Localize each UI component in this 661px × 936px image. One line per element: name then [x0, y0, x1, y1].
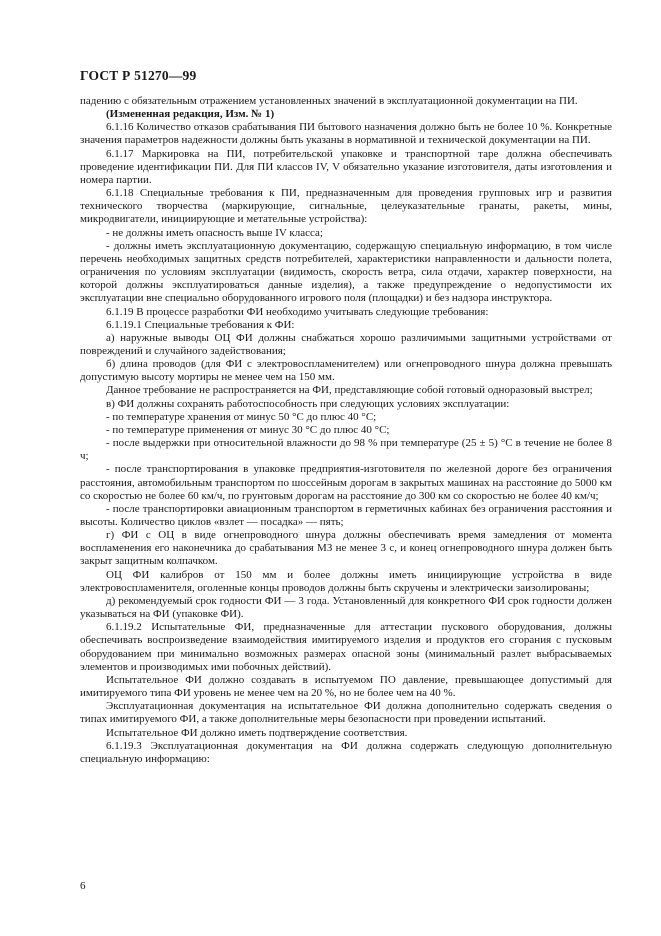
paragraph: - должны иметь эксплуатационную документацию, содержащую специальную информацию, в том числе перечень необходимых защитных средств потребителей, характеристики направленности и дальности полета, ограничения по условиям эксплуатации (видимость, скорость ветра, сила отдачи, характер поверхности, на которой должны эксплуатироваться данные изделия), а также предупреждение о недопустимости их эксплуатации вне специально оборудованного игрового поля (площадки) и без надзора инструктора. — [80, 239, 612, 305]
paragraph: (Измененная редакция, Изм. № 1) — [106, 108, 275, 121]
paragraph: Данное требование не распространяется на ФИ, представляющие собой готовый одноразовый выстрел; — [106, 384, 593, 397]
paragraph: в) ФИ должны сохранять работоспособность при следующих условиях эксплуатации: — [106, 397, 510, 410]
paragraph: 6.1.19 В процессе разработки ФИ необходимо учитывать следующие требования: — [106, 305, 489, 318]
paragraph: 6.1.17 Маркировка на ПИ, потребительской упаковке и транспортной таре должна обеспечивать проведение идентификации ПИ. Для ПИ классов IV, V обязательно указание изготовителя, даты изготовления и номера партии. — [80, 147, 612, 186]
paragraph: д) рекомендуемый срок годности ФИ — 3 года. Установленный для конкретного ФИ срок годности должен указываться на ФИ (упаковке ФИ). — [80, 594, 612, 621]
paragraph: г) ФИ с ОЦ в виде огнепроводного шнура должны обеспечивать время замедления от момента воспламенения его наконечника до срабатывания МЗ не менее 3 с, и конец огнепроводного шнура должен быть закрыт защитным колпачком. — [80, 529, 612, 568]
paragraph: 6.1.19.2 Испытательные ФИ, предназначенные для аттестации пускового оборудования, должны обеспечивать воспроизведение взаимодействия имитируемого изделия и продуктов его сгорания с пусковым оборудованием при минимально возможных размерах опасной зоны (минимальный разлет выбрасываемых элементов и производимых ими побочных действий). — [80, 621, 612, 673]
page-number: 6 — [80, 880, 86, 892]
paragraph: Эксплуатационная документация на испытательное ФИ должна дополнительно содержать сведения о типах имитируемого ФИ, а также дополнительные меры безопасности при проведении испытаний. — [80, 700, 612, 726]
document-header: ГОСТ Р 51270—99 — [80, 68, 197, 83]
paragraph: - не должны иметь опасность выше IV класса; — [106, 226, 323, 239]
paragraph: падению с обязательным отражением установленных значений в эксплуатационной документации на ПИ. — [80, 95, 578, 107]
paragraph: 6.1.16 Количество отказов срабатывания ПИ бытового назначения должно быть не более 10 %. Конкретные значения параметров надежности должны быть указаны в нормативной и технической документации на ПИ. — [80, 121, 612, 147]
paragraph: б) длина проводов (для ФИ с электровоспламенителем) или огнепроводного шнура должна превышать допустимую высоту мортиры не менее чем на 150 мм. — [80, 358, 612, 384]
paragraph: 6.1.19.3 Эксплуатационная документация на ФИ должна содержать следующую дополнительную специальную информацию: — [80, 739, 612, 765]
paragraph: Испытательное ФИ должно иметь подтверждение соответствия. — [106, 726, 408, 739]
document-body — [80, 95, 612, 766]
paragraph: 6.1.18 Специальные требования к ПИ, предназначенным для проведения групповых игр и развития технического творчества (маркирующие, сигнальные, целеуказательные гранаты, ракеты, мины, микродвигатели, инициирующие и метательные устройства): — [80, 187, 612, 226]
paragraph: - после выдержки при относительной влажности до 98 % при температуре (25 ± 5) °С в течение не более 8 ч; — [80, 437, 612, 463]
paragraph: 6.1.19.1 Специальные требования к ФИ: — [106, 318, 295, 331]
paragraph: Испытательное ФИ должно создавать в испытуемом ПО давление, превышающее допустимый для имитируемого типа ФИ уровень не менее чем на 20 %, но не более чем на 40 %. — [80, 673, 612, 700]
paragraph: а) наружные выводы ОЦ ФИ должны снабжаться хорошо различимыми защитными устройствами от повреждений и случайного задействования; — [80, 331, 612, 357]
paragraph: ОЦ ФИ калибров от 150 мм и более должны иметь инициирующие устройства в виде электровоспламенителя, оголенные концы проводов должны быть скручены и электрически заизолированы; — [80, 568, 612, 594]
paragraph: - по температуре хранения от минус 50 °С до плюс 40 °С; — [106, 410, 377, 423]
paragraph: - после транспортировки авиационным транспортом в герметичных кабинах без ограничения расстояния и высоты. Количество циклов «взлет — посадка» — пять; — [80, 502, 612, 528]
paragraph: - по температуре применения от минус 30 °С до плюс 40 °С; — [106, 423, 390, 436]
paragraph: - после транспортирования в упаковке предприятия-изготовителя по железной дороге без ограничения расстояния, автомобильным транспортом по шоссейным дорогам в закрытых машинах на расстояние до 5000 км со скоростью не более 60 км/ч, по грунтовым дорогам на расстояние до 300 км со скоростью не более 40 км/ч; — [80, 463, 612, 502]
